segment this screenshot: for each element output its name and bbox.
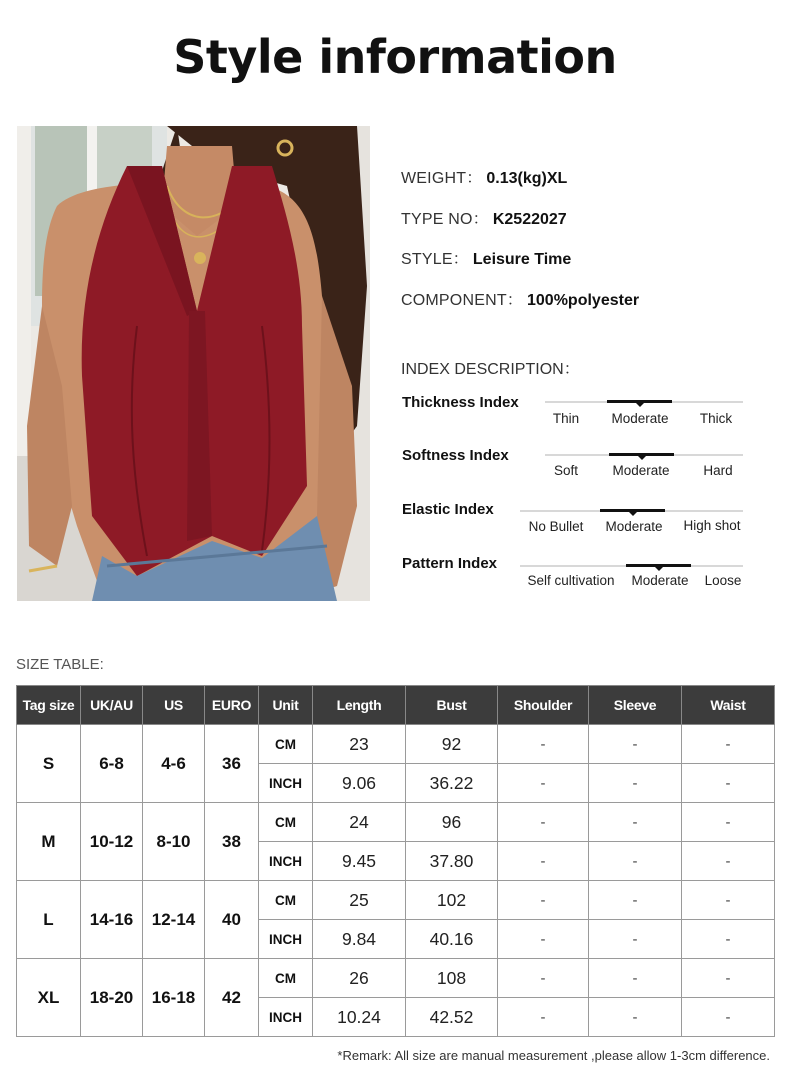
elastic-label-mid: Moderate [605, 519, 663, 534]
unit-cell: INCH [259, 764, 313, 803]
sleeve-cell: - [589, 725, 682, 764]
bust-cell: 96 [406, 803, 498, 842]
waist-cell: - [682, 725, 775, 764]
table-row [17, 725, 775, 764]
tag-size-cell: XL [17, 959, 81, 1037]
product-photo [17, 126, 370, 601]
waist-cell: - [682, 920, 775, 959]
length-cell: 24 [313, 803, 406, 842]
us-cell: 4-6 [143, 725, 205, 803]
sleeve-cell: - [589, 881, 682, 920]
elastic-label-low: No Bullet [528, 519, 584, 534]
type-no-row [401, 206, 567, 229]
waist-cell: - [682, 842, 775, 881]
waist-cell: - [682, 803, 775, 842]
elastic-index-name: Elastic Index [402, 501, 494, 518]
header-unit: Unit [259, 686, 313, 725]
pattern-label-high: Loose [704, 573, 742, 588]
shoulder-cell: - [498, 920, 589, 959]
weight-label: WEIGHT： [401, 170, 483, 187]
us-cell: 12-14 [143, 881, 205, 959]
pattern-pointer-icon [655, 567, 663, 571]
bust-cell: 102 [406, 881, 498, 920]
page-title: Style information [173, 30, 617, 84]
type-no-value: K2522027 [492, 211, 567, 228]
softness-index-name: Softness Index [402, 447, 509, 464]
uk-au-cell: 14-16 [81, 881, 143, 959]
shoulder-cell: - [498, 764, 589, 803]
euro-cell: 38 [205, 803, 259, 881]
header-waist: Waist [682, 686, 775, 725]
header-sleeve: Sleeve [589, 686, 682, 725]
tag-size-cell: M [17, 803, 81, 881]
sleeve-cell: - [589, 764, 682, 803]
length-cell: 9.45 [313, 842, 406, 881]
header-tag-size: Tag size [17, 686, 81, 725]
thickness-label-mid: Moderate [611, 411, 669, 426]
header-length: Length [313, 686, 406, 725]
length-cell: 9.06 [313, 764, 406, 803]
index-description-heading: INDEX DESCRIPTION： [401, 361, 580, 378]
pattern-label-mid: Moderate [631, 573, 689, 588]
thickness-pointer-icon [636, 403, 644, 407]
us-cell: 16-18 [143, 959, 205, 1037]
waist-cell: - [682, 959, 775, 998]
remark-note: *Remark: All size are manual measurement ,please allow 1-3cm difference. [337, 1048, 770, 1063]
waist-cell: - [682, 881, 775, 920]
header-bust: Bust [406, 686, 498, 725]
shoulder-cell: - [498, 959, 589, 998]
bust-cell: 42.52 [406, 998, 498, 1037]
elastic-label-high: High shot [683, 518, 741, 533]
size-table-heading: SIZE TABLE: [16, 656, 104, 673]
type-no-label: TYPE NO： [401, 211, 489, 228]
shoulder-cell: - [498, 842, 589, 881]
style-row [401, 246, 571, 269]
header-euro: EURO [205, 686, 259, 725]
table-row [17, 881, 775, 920]
style-value: Leisure Time [472, 251, 572, 268]
size-table-header-row [17, 686, 775, 725]
length-cell: 25 [313, 881, 406, 920]
uk-au-cell: 6-8 [81, 725, 143, 803]
softness-label-high: Hard [703, 463, 733, 478]
pattern-label-low: Self cultivation [527, 573, 615, 588]
table-row [17, 959, 775, 998]
euro-cell: 36 [205, 725, 259, 803]
bust-cell: 37.80 [406, 842, 498, 881]
sleeve-cell: - [589, 959, 682, 998]
softness-label-low: Soft [553, 463, 578, 478]
bust-cell: 92 [406, 725, 498, 764]
us-cell: 8-10 [143, 803, 205, 881]
waist-cell: - [682, 998, 775, 1037]
elastic-pointer-icon [629, 512, 637, 516]
header-us: US [143, 686, 205, 725]
weight-row [401, 165, 567, 188]
bust-cell: 40.16 [406, 920, 498, 959]
waist-cell: - [682, 764, 775, 803]
unit-cell: INCH [259, 998, 313, 1037]
tag-size-cell: L [17, 881, 81, 959]
euro-cell: 42 [205, 959, 259, 1037]
thickness-label-low: Thin [552, 411, 580, 426]
weight-value: 0.13(kg)XL [486, 170, 568, 187]
unit-cell: CM [259, 725, 313, 764]
uk-au-cell: 10-12 [81, 803, 143, 881]
unit-cell: INCH [259, 842, 313, 881]
thickness-index-name: Thickness Index [402, 394, 519, 411]
length-cell: 26 [313, 959, 406, 998]
tag-size-cell: S [17, 725, 81, 803]
sleeve-cell: - [589, 920, 682, 959]
bust-cell: 36.22 [406, 764, 498, 803]
component-row [401, 287, 639, 310]
uk-au-cell: 18-20 [81, 959, 143, 1037]
component-label: COMPONENT： [401, 292, 523, 309]
softness-pointer-icon [638, 456, 646, 460]
header-uk-au: UK/AU [81, 686, 143, 725]
length-cell: 23 [313, 725, 406, 764]
length-cell: 10.24 [313, 998, 406, 1037]
sleeve-cell: - [589, 998, 682, 1037]
unit-cell: CM [259, 803, 313, 842]
pattern-index-name: Pattern Index [402, 555, 498, 572]
shoulder-cell: - [498, 725, 589, 764]
sleeve-cell: - [589, 803, 682, 842]
unit-cell: CM [259, 959, 313, 998]
header-shoulder: Shoulder [498, 686, 589, 725]
unit-cell: CM [259, 881, 313, 920]
unit-cell: INCH [259, 920, 313, 959]
thickness-label-high: Thick [699, 411, 733, 426]
shoulder-cell: - [498, 803, 589, 842]
shoulder-cell: - [498, 998, 589, 1037]
size-table [16, 685, 775, 1037]
length-cell: 9.84 [313, 920, 406, 959]
euro-cell: 40 [205, 881, 259, 959]
style-label: STYLE： [401, 251, 469, 268]
shoulder-cell: - [498, 881, 589, 920]
sleeve-cell: - [589, 842, 682, 881]
softness-label-mid: Moderate [612, 463, 670, 478]
table-row [17, 803, 775, 842]
component-value: 100%polyester [527, 292, 640, 309]
bust-cell: 108 [406, 959, 498, 998]
